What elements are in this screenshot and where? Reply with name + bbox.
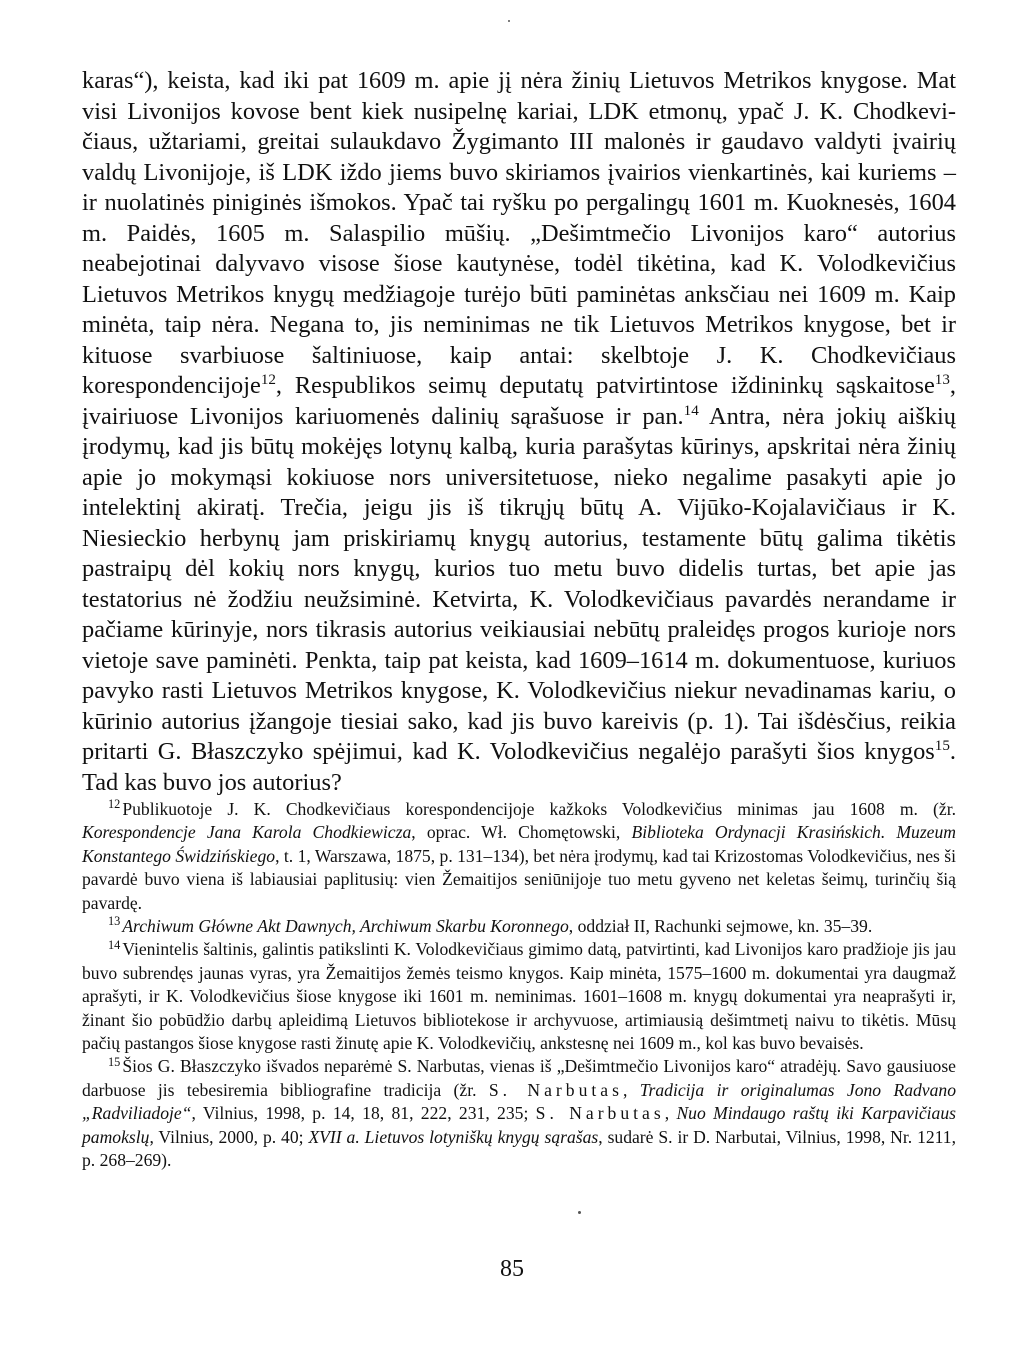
body-text-segment: , Respublikos seimų deputatų patvirtintose iždininkų sąskaitose <box>275 372 935 399</box>
footnote-text: , oprac. Wł. Chomętowski, <box>411 822 632 843</box>
footnote-ref-15: 15 <box>934 737 950 754</box>
body-text-segment: , įvairiuose Livonijos kariuomenės dalinių sąrašuose ir pan. <box>82 372 956 430</box>
footnote-number: 15 <box>108 1054 121 1069</box>
scan-speck <box>508 20 510 22</box>
footnote-author: S. Narbutas <box>488 1079 623 1100</box>
footnote-text: Šios G. Błaszczyko išvados neparėmė S. Narbutas, vienas iš „Dešimtmečio Livonijos karo“ atradėjų. Savo gausiuose darbuose jis tebesiremia bibliografine tradicija (žr. <box>82 1056 956 1100</box>
footnote-ref-13: 13 <box>934 371 950 388</box>
footnote-author: S. Narbutas <box>535 1103 665 1124</box>
footnote-text: , Vilnius, 2000, p. 40; <box>149 1126 309 1147</box>
footnote-14 <box>82 938 956 1055</box>
footnote-12 <box>82 798 956 915</box>
footnote-number: 13 <box>108 914 121 929</box>
footnote-15 <box>82 1055 956 1172</box>
footnote-text: , t. 1, Warszawa, 1875, p. 131–134), bet nėra įrodymų, kad tai Krizostomas Volodkevičius, nes ši pavardė buvo viena iš labiausiai paplitusių: vien Žemaitijos seniūnijoje tuo metu gyveno net keletas šeimų, turinčių šią pavardę. <box>82 845 956 913</box>
page-number: 85 <box>500 1256 524 1282</box>
body-text-segment: karas“), keista, kad iki pat 1609 m. apie jį nėra žinių Lietuvos Metrikos knygose. Mat visi Livonijos kovose bent kiek nusipelnę kariai, LDK etmonų, ypač J. K. Chodkevičiaus, užtariami, greitai sulaukdavo Žygimanto III malonės ir gaudavo valdyti įvairių valdų Livonijoje, iš LDK iždo jiems buvo skiriamos įvairios vienkartinės, kai kuriems – ir nuolatinės piniginės išmokos. Ypač tai ryšku po pergalingų 1601 m. Kuoknesės, 1604 m. Paidės, 1605 m. Salaspilio mūšių. „Dešimtmečio Livonijos karo“ autorius neabejotinai dalyvavo visose šiose kautynėse, todėl tikėtina, kad K. Volodkevičius Lietuvos Metrikos knygų medžiagoje turėjo būti paminėtas anksčiau nei 1609 m. Kaip minėta, taip nėra. Negana to, jis neminimas ne tik Lietuvos Metrikos knygose, bet ir kituose svarbiuose šaltiniuose, kaip antai: skelbtoje J. K. Chodkevičiaus korespondencijoje <box>82 67 956 399</box>
footnotes-section <box>82 798 956 1173</box>
footnote-title: Biblioteka Ordynacji Krasińskich. Muzeum Konstantego Świdzińskiego <box>82 822 956 866</box>
main-paragraph <box>82 66 956 798</box>
footnote-13 <box>82 915 956 938</box>
scan-speck <box>578 1211 581 1214</box>
footnote-text: , <box>664 1103 677 1124</box>
footnote-title: XVII a. Lietuvos lotyniškų knygų sąrašas <box>308 1126 599 1147</box>
footnote-text: , Vilnius, 1998, p. 14, 18, 81, 222, 231, 235; <box>191 1103 536 1124</box>
footnote-title: Korespondencje Jana Karola Chodkiewicza <box>82 822 412 843</box>
footnote-title: Tradicija ir originalumas Jono Radvano „Radviliadoje“ <box>82 1079 957 1124</box>
footnote-title: Nuo Mindaugo raštų iki Karpavičiaus pamokslų <box>82 1103 956 1147</box>
footnote-text: , <box>622 1079 640 1100</box>
footnote-text: Publikuotoje J. K. Chodkevičiaus korespondencijoje kažkoks Volodkevičius minimas jau 1608 m. (žr. <box>122 799 956 819</box>
footnote-text: , oddział II, Rachunki sejmowe, kn. 35–39. <box>568 916 873 937</box>
body-text-segment: . Tad kas buvo jos autorius? <box>82 738 956 796</box>
footnote-title: Archiwum Główne Akt Dawnych, Archiwum Skarbu Koronnego <box>122 916 569 937</box>
footnote-text: , sudarė S. ir D. Narbutai, Vilnius, 1998, Nr. 1211, p. 268–269). <box>82 1126 956 1171</box>
body-text-segment: Antra, nėra jokių aiškių įrodymų, kad jis būtų mokėjęs lotynų kalbą, kuria parašytas kūrinys, apskritai nėra žinių apie jo mokymąsi kokiuose nors universitetuose, nieko negalime pasakyti apie jo intelektinį akiratį. Trečia, jeigu jis iš tikrųjų būtų A. Vijūko-Kojalavičiaus ir K. Niesieckio herbynų jam priskiriamų knygų autorius, testamente būtų galima tikėtis pastraipų dėl kokių nors knygų, kurios tuo metu buvo didelis turtas, bet apie jas testatorius nė žodžiu neužsiminė. Ketvirta, K. Volodkevičiaus pavardės nerandame ir pačiame kūrinyje, nors tikrasis autorius veikiausiai nebūtų praleidęs progos kurioje nors vietoje save paminėti. Penkta, taip pat keista, kad 1609–1614 m. dokumentuose, kuriuos pavyko rasti Lietuvos Metrikos knygose, K. Volodkevičius niekur nevadinamas kariu, o kūrinio autorius įžangoje tiesiai sako, kad jis buvo kareivis (p. 1). Tai išdėsčius, reikia pritarti G. Błaszczyko spėjimui, kad K. Volodkevičius negalėjo parašyti šios knygos <box>82 402 957 765</box>
footnote-ref-12: 12 <box>260 371 276 388</box>
footnote-number: 12 <box>108 797 121 812</box>
footnote-text: Vienintelis šaltinis, galintis patikslinti K. Volodkevičiaus gimimo datą, patvirtinti, kad Livonijos karo pradžioje jis jau buvo subrendęs jaunas vyras, yra Žemaitijos žemės teismo knygos. Kaip minėta, 1575–1600 m. dokumentai yra daugmaž aprašyti, ir K. Volodkevičius šiose knygose iki 1601 m. neminimas. 1601–1608 m. knygų dokumentai yra neaprašyti ir, žinant šio pobūdžio darbų apleidimą Lietuvos bibliotekose ir archyvuose, artimiausią dešimtmetį naivu to tikėtis. Mūsų pačių pastangos šiose knygose rasti žinutę apie K. Volodkevičių, ankstesnę nei 1609 m., kol kas buvo bevaisės. <box>82 939 956 1054</box>
footnote-number: 14 <box>108 937 121 952</box>
footnote-ref-14: 14 <box>683 402 699 419</box>
